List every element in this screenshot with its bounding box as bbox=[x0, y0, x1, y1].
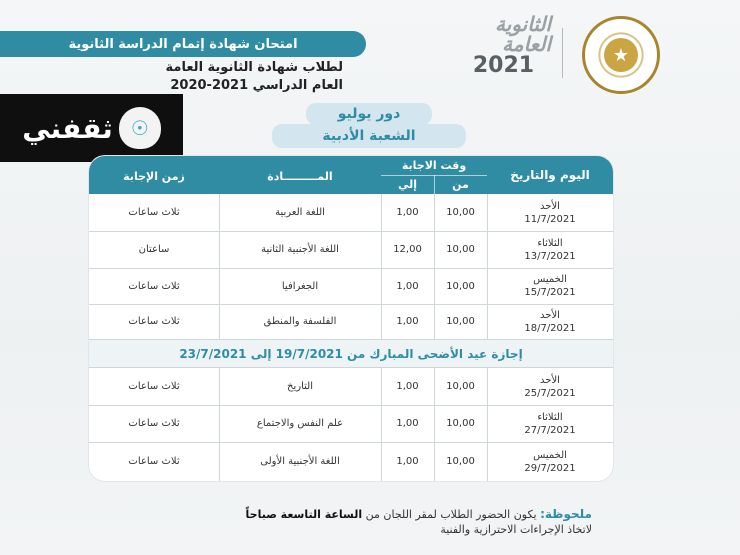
cell-duration: ثلاث ساعات bbox=[128, 418, 180, 429]
header-day-date: اليوم والتاريخ bbox=[510, 168, 590, 182]
cell-from: 10,00 bbox=[446, 381, 475, 392]
row-divider bbox=[89, 304, 613, 305]
cell-day-date bbox=[487, 231, 613, 268]
cell-day: الخميس bbox=[533, 274, 567, 285]
header-subject: المـــــــــادة bbox=[267, 170, 333, 183]
session-round: دور يوليو bbox=[306, 103, 432, 125]
cell-subject: التاريخ bbox=[287, 381, 313, 392]
column-divider bbox=[381, 368, 382, 481]
table-row bbox=[89, 194, 613, 231]
logo-divider bbox=[562, 28, 563, 78]
column-divider bbox=[381, 194, 382, 339]
cell-duration: ثلاث ساعات bbox=[128, 207, 180, 218]
cell-day: الأحد bbox=[540, 200, 560, 212]
thaqafni-watermark bbox=[0, 94, 183, 162]
ministry-logo bbox=[582, 16, 660, 94]
cell-subject: اللغة العربية bbox=[275, 207, 325, 218]
cell-subject: اللغة الأجنبية الأولى bbox=[260, 456, 340, 467]
cell-duration: ثلاث ساعات bbox=[128, 280, 180, 292]
cell-subject: الجغرافيا bbox=[281, 280, 319, 292]
cell-duration: ثلاث ساعات bbox=[128, 456, 180, 467]
note bbox=[246, 507, 592, 537]
cell-to: 12,00 bbox=[393, 244, 422, 255]
table-row bbox=[89, 231, 613, 268]
cell-from: 10,00 bbox=[446, 456, 475, 467]
column-divider bbox=[487, 194, 488, 339]
table-row bbox=[89, 368, 613, 405]
cell-to: 1,00 bbox=[396, 418, 419, 429]
cell-day: الأحد bbox=[540, 309, 560, 321]
cell-date: 15/7/2021 bbox=[524, 287, 576, 298]
thanawya-logo-year: 2021 bbox=[472, 53, 535, 78]
cell-date: 27/7/2021 bbox=[524, 424, 576, 436]
column-divider bbox=[434, 194, 435, 339]
table-row bbox=[89, 268, 613, 304]
exam-title-banner: امتحان شهادة إتمام الدراسة الثانوية bbox=[0, 31, 366, 57]
session-branch: الشعبة الأدبية bbox=[272, 124, 466, 148]
cell-day-date bbox=[487, 405, 613, 442]
header-answer-time: وقت الاجابة bbox=[401, 159, 467, 172]
cell-from: 10,00 bbox=[446, 207, 475, 218]
cell-duration: ساعتان bbox=[138, 244, 170, 255]
cell-from: 10,00 bbox=[446, 418, 475, 429]
cell-date: 11/7/2021 bbox=[524, 213, 576, 225]
cell-day: الأحد bbox=[540, 374, 560, 386]
row-divider bbox=[89, 268, 613, 269]
cell-day: الثلاثاء bbox=[537, 411, 563, 423]
cell-subject: علم النفس والاجتماع bbox=[256, 418, 344, 429]
column-divider bbox=[434, 368, 435, 481]
cell-subject: الفلسفة والمنطق bbox=[263, 316, 337, 327]
students-line: لطلاب شهادة الثانوية العامة bbox=[165, 60, 343, 75]
exam-schedule-table bbox=[89, 156, 613, 481]
column-divider bbox=[219, 194, 220, 339]
cell-day-date bbox=[487, 368, 613, 405]
cell-to: 1,00 bbox=[396, 207, 419, 218]
cell-subject: اللغة الأجنبية الثانية bbox=[261, 244, 339, 255]
cell-day-date bbox=[487, 442, 613, 481]
note-line-1 bbox=[246, 507, 592, 522]
column-divider bbox=[487, 368, 488, 481]
header-to: إلي bbox=[397, 178, 418, 191]
table-row bbox=[89, 442, 613, 481]
cell-duration: ثلاث ساعات bbox=[128, 381, 180, 392]
thanawya-logo bbox=[456, 12, 551, 78]
note-text: يكون الحضور الطلاب لمقر اللجان من bbox=[365, 508, 537, 521]
cell-day: الثلاثاء bbox=[537, 237, 563, 249]
column-divider bbox=[219, 368, 220, 481]
cell-date: 13/7/2021 bbox=[524, 250, 576, 262]
row-divider bbox=[89, 442, 613, 443]
header-duration: زمن الإجابة bbox=[123, 170, 185, 183]
cell-to: 1,00 bbox=[396, 316, 419, 327]
cell-day-date bbox=[487, 304, 613, 339]
cell-day: الخميس bbox=[533, 449, 567, 461]
table-row bbox=[89, 405, 613, 442]
thaqafni-word: ثقفني bbox=[22, 111, 113, 145]
lightbulb-icon: ☉ bbox=[119, 107, 161, 149]
note-label: ملحوظة: bbox=[540, 507, 592, 521]
cell-from: 10,00 bbox=[446, 316, 475, 327]
note-line-2: لاتخاذ الإجراءات الاحترازية والفنية bbox=[440, 523, 592, 536]
cell-duration: ثلاث ساعات bbox=[128, 316, 180, 327]
table-header bbox=[89, 156, 613, 194]
header-from: من bbox=[452, 178, 469, 191]
row-divider bbox=[89, 231, 613, 232]
row-divider bbox=[89, 405, 613, 406]
thanawya-logo-text: الثانوية العامة bbox=[495, 12, 551, 56]
cell-to: 1,00 bbox=[396, 280, 419, 292]
cell-date: 18/7/2021 bbox=[524, 322, 576, 334]
cell-day-date bbox=[487, 268, 613, 304]
eagle-icon: ★ bbox=[604, 38, 638, 72]
cell-from: 10,00 bbox=[446, 280, 475, 292]
cell-date: 29/7/2021 bbox=[524, 462, 576, 474]
cell-to: 1,00 bbox=[396, 456, 419, 467]
cell-day-date bbox=[487, 194, 613, 231]
cell-date: 25/7/2021 bbox=[524, 387, 576, 399]
holiday-banner: إجازة عيد الأضحى المبارك من 19/7/2021 إلى 23/7/2021 bbox=[89, 339, 613, 368]
table-row bbox=[89, 304, 613, 339]
cell-to: 1,00 bbox=[396, 381, 419, 392]
note-time: الساعة التاسعة صباحاً bbox=[245, 508, 363, 521]
academic-year-line: العام الدراسي 2021-2020 bbox=[170, 78, 343, 93]
cell-from: 10,00 bbox=[446, 244, 475, 255]
